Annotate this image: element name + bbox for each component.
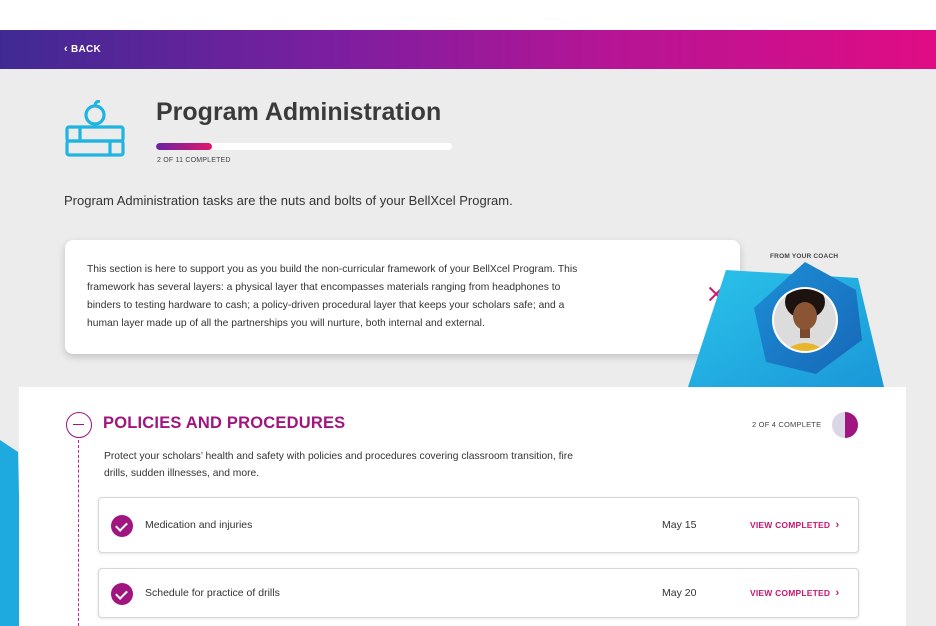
top-spacer	[0, 0, 936, 30]
check-circle-icon	[111, 515, 133, 537]
completion-pie-icon	[831, 411, 859, 439]
check-circle-icon	[111, 583, 133, 605]
coach-avatar-graphic	[686, 262, 886, 388]
chevron-right-icon: ›	[832, 519, 840, 531]
module-intro: Program Administration tasks are the nuts and bolts of your BellXcel Program.	[64, 193, 513, 208]
page-title: Program Administration	[156, 98, 442, 126]
view-completed-label: VIEW COMPLETED	[750, 520, 831, 530]
chevron-right-icon: ›	[832, 587, 840, 599]
section-description	[104, 448, 694, 482]
section-completion-count: 2 OF 4 COMPLETE	[752, 420, 822, 429]
section-description-line: Protect your scholars’ health and safety with policies and procedures covering classroom transition, fire	[104, 451, 573, 462]
header-bar	[0, 30, 936, 69]
coach-label: FROM YOUR COACH	[770, 253, 839, 260]
coach-message-line: human layer made up of all the partnerships you will nurture, both internal and external.	[87, 318, 485, 329]
task-name: Medication and injuries	[145, 519, 253, 531]
section-title: POLICIES AND PROCEDURES	[103, 414, 346, 432]
task-date: May 15	[662, 519, 697, 531]
view-completed-link[interactable]	[750, 587, 839, 599]
coach-message	[87, 261, 687, 333]
task-name: Schedule for practice of drills	[145, 587, 280, 599]
view-completed-link[interactable]	[750, 519, 839, 531]
section-description-line: drills, sudden illnesses, and more.	[104, 468, 260, 479]
books-apple-icon	[62, 100, 128, 160]
task-row[interactable]	[98, 568, 859, 618]
task-row[interactable]	[98, 497, 859, 553]
back-label: BACK	[70, 44, 102, 55]
task-date: May 20	[662, 587, 697, 599]
coach-message-card	[65, 240, 740, 354]
view-completed-label: VIEW COMPLETED	[750, 588, 831, 598]
module-progress-bar	[156, 143, 452, 150]
back-button[interactable]	[64, 43, 101, 55]
collapse-section-button[interactable]	[66, 412, 92, 438]
coach-message-line: framework has several layers: a physical layer that encompasses materials ranging from headphones to	[87, 282, 561, 293]
timeline-line	[78, 440, 79, 626]
coach-message-line: binders to testing hardware to cash; a policy-driven procedural layer that keeps your scholars safe; and a	[87, 300, 565, 311]
module-progress-fill	[156, 143, 212, 150]
chevron-left-icon: ‹	[64, 43, 68, 55]
module-progress-text: 2 OF 11 COMPLETED	[157, 157, 231, 164]
coach-message-line: This section is here to support you as you build the non-curricular framework of your BellXcel Program. This	[87, 264, 578, 275]
